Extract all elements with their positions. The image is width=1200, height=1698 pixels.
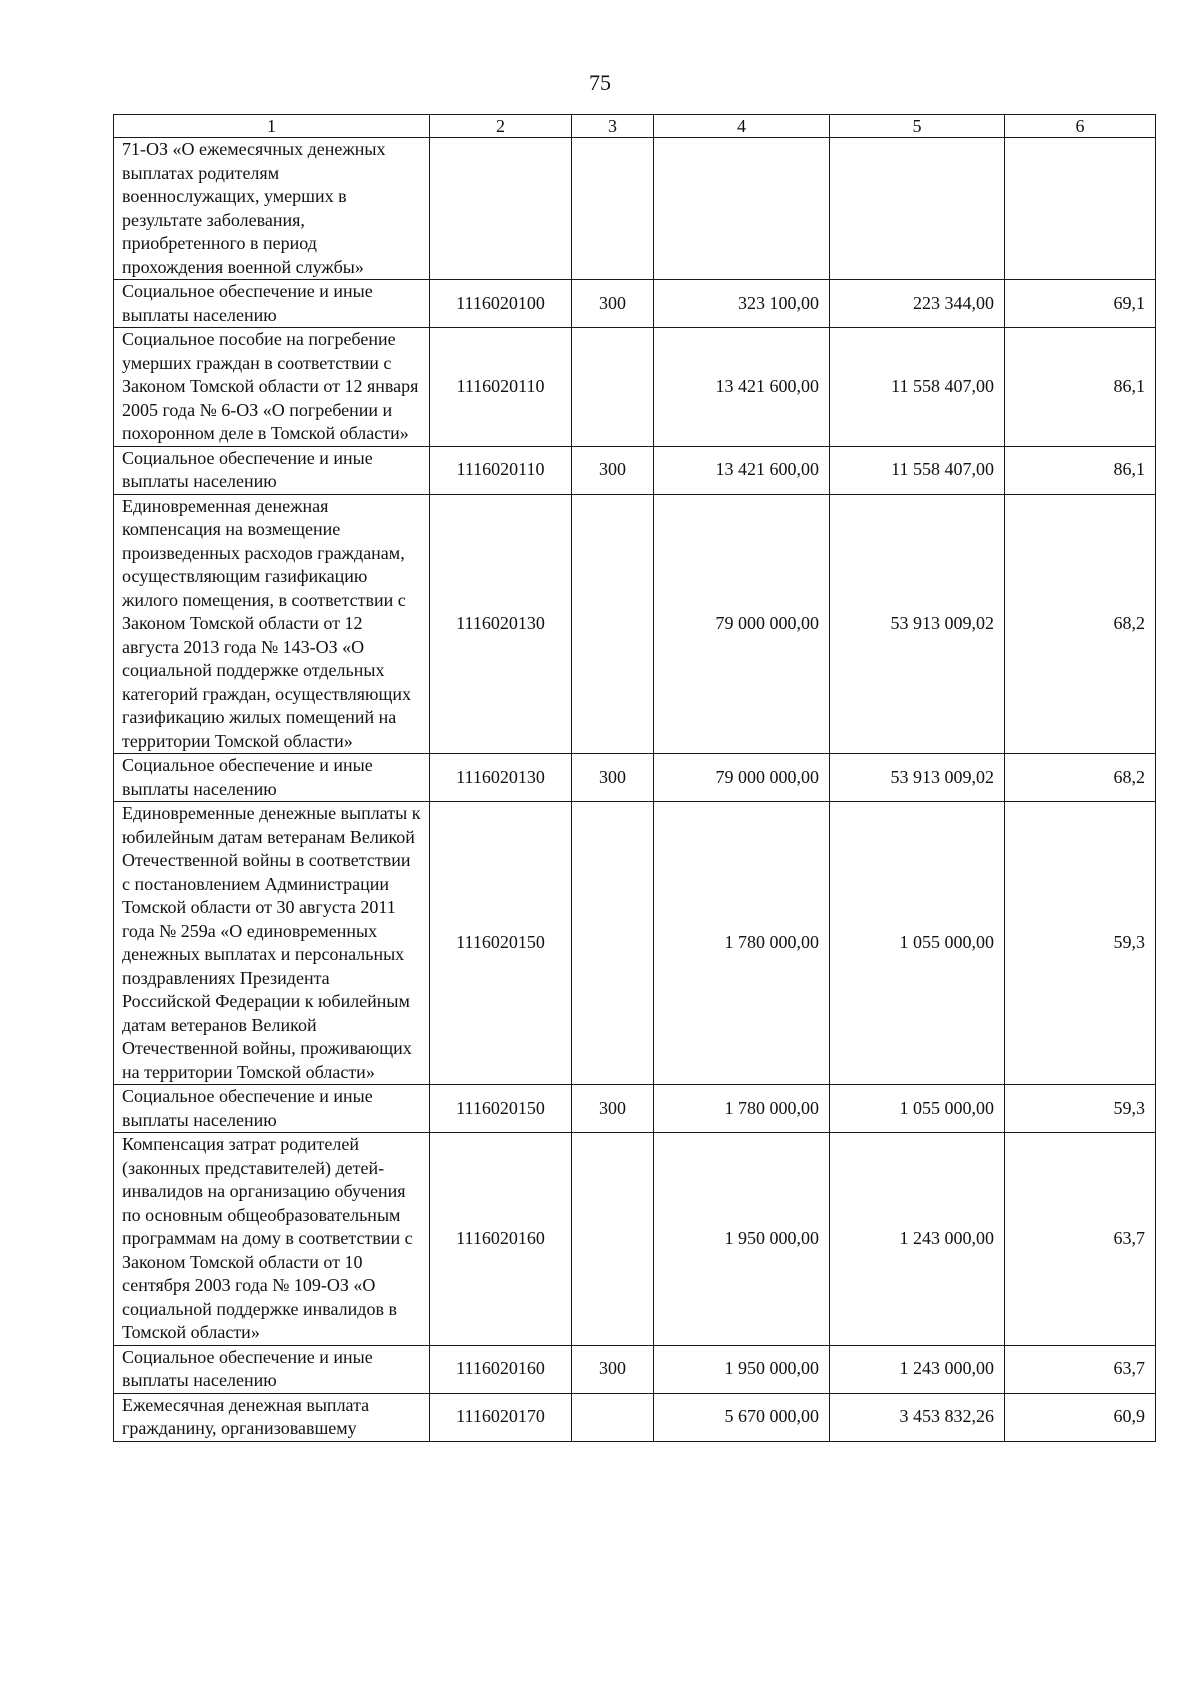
table-row (114, 754, 1156, 802)
header-cell-2: 2 (430, 115, 572, 138)
row-fact: 53 913 009,02 (830, 754, 1005, 802)
row-plan: 79 000 000,00 (654, 754, 830, 802)
table-row (114, 1345, 1156, 1393)
row-fact: 11 558 407,00 (830, 446, 1005, 494)
row-code: 1116020110 (430, 446, 572, 494)
row-percent: 60,9 (1005, 1393, 1156, 1441)
row-percent: 63,7 (1005, 1133, 1156, 1346)
row-code: 1116020100 (430, 280, 572, 328)
row-name: Ежемесячная денежная выплата гражданину, организовавшему (114, 1393, 430, 1441)
row-type (572, 328, 654, 447)
row-plan: 1 780 000,00 (654, 1085, 830, 1133)
row-type: 300 (572, 446, 654, 494)
row-type: 300 (572, 1085, 654, 1133)
row-code: 1116020160 (430, 1133, 572, 1346)
row-plan (654, 138, 830, 280)
header-cell-1: 1 (114, 115, 430, 138)
row-percent (1005, 138, 1156, 280)
row-plan: 5 670 000,00 (654, 1393, 830, 1441)
row-percent: 68,2 (1005, 754, 1156, 802)
table-row (114, 1085, 1156, 1133)
row-plan: 79 000 000,00 (654, 494, 830, 754)
row-type: 300 (572, 1345, 654, 1393)
row-code: 1116020170 (430, 1393, 572, 1441)
row-percent: 59,3 (1005, 802, 1156, 1085)
table-row (114, 138, 1156, 280)
row-plan: 1 950 000,00 (654, 1345, 830, 1393)
table-row (114, 494, 1156, 754)
row-percent: 86,1 (1005, 328, 1156, 447)
row-name: Единовременные денежные выплаты к юбилейным датам ветеранам Великой Отечественной войны в соответствии с постановлением Администрации Томской области от 30 августа 2011 года № 259а «О единовременных денежных выплатах и персональных поздравлениях Президента Российской Федерации к юбилейным датам ветеранов Великой Отечественной войны, проживающих на территории Томской области» (114, 802, 430, 1085)
row-type: 300 (572, 280, 654, 328)
row-fact: 1 055 000,00 (830, 1085, 1005, 1133)
table-row (114, 280, 1156, 328)
row-plan: 1 780 000,00 (654, 802, 830, 1085)
row-fact: 53 913 009,02 (830, 494, 1005, 754)
row-plan: 1 950 000,00 (654, 1133, 830, 1346)
header-cell-3: 3 (572, 115, 654, 138)
row-name: Единовременная денежная компенсация на возмещение произведенных расходов гражданам, осуществляющим газификацию жилого помещения, в соответствии с Законом Томской области от 12 августа 2013 года № 143-ОЗ «О социальной поддержке отдельных категорий граждан, осуществляющих газификацию жилых помещений на территории Томской области» (114, 494, 430, 754)
row-fact: 11 558 407,00 (830, 328, 1005, 447)
page-number: 75 (589, 70, 611, 95)
table-row (114, 1393, 1156, 1441)
row-type (572, 802, 654, 1085)
row-fact: 3 453 832,26 (830, 1393, 1005, 1441)
row-percent: 86,1 (1005, 446, 1156, 494)
row-name: Социальное обеспечение и иные выплаты населению (114, 754, 430, 802)
row-type (572, 1133, 654, 1346)
table-row (114, 328, 1156, 447)
row-fact: 1 055 000,00 (830, 802, 1005, 1085)
row-type (572, 138, 654, 280)
row-code (430, 138, 572, 280)
row-fact: 1 243 000,00 (830, 1345, 1005, 1393)
row-name: Социальное пособие на погребение умерших граждан в соответствии с Законом Томской области от 12 января 2005 года № 6-ОЗ «О погребении и похоронном деле в Томской области» (114, 328, 430, 447)
header-row (114, 115, 1156, 138)
row-name: Социальное обеспечение и иные выплаты населению (114, 280, 430, 328)
row-fact: 1 243 000,00 (830, 1133, 1005, 1346)
row-percent: 68,2 (1005, 494, 1156, 754)
table-row (114, 446, 1156, 494)
row-name: Социальное обеспечение и иные выплаты населению (114, 446, 430, 494)
row-type: 300 (572, 754, 654, 802)
header-cell-5: 5 (830, 115, 1005, 138)
row-name: Социальное обеспечение и иные выплаты населению (114, 1085, 430, 1133)
header-cell-6: 6 (1005, 115, 1156, 138)
row-code: 1116020150 (430, 802, 572, 1085)
header-cell-4: 4 (654, 115, 830, 138)
row-name: Компенсация затрат родителей (законных представителей) детей-инвалидов на организацию обучения по основным общеобразовательным программам на дому в соответствии с Законом Томской области от 10 сентября 2003 года № 109-ОЗ «О социальной поддержке инвалидов в Томской области» (114, 1133, 430, 1346)
row-fact: 223 344,00 (830, 280, 1005, 328)
row-code: 1116020150 (430, 1085, 572, 1133)
row-code: 1116020110 (430, 328, 572, 447)
row-fact (830, 138, 1005, 280)
table-row (114, 1133, 1156, 1346)
table-row (114, 802, 1156, 1085)
row-plan: 13 421 600,00 (654, 446, 830, 494)
row-code: 1116020130 (430, 494, 572, 754)
row-code: 1116020160 (430, 1345, 572, 1393)
row-code: 1116020130 (430, 754, 572, 802)
row-plan: 13 421 600,00 (654, 328, 830, 447)
row-name: Социальное обеспечение и иные выплаты населению (114, 1345, 430, 1393)
row-name: 71-ОЗ «О ежемесячных денежных выплатах родителям военнослужащих, умерших в результате заболевания, приобретенного в период прохождения военной службы» (114, 138, 430, 280)
row-type (572, 1393, 654, 1441)
row-type (572, 494, 654, 754)
budget-table (113, 114, 1156, 1442)
row-percent: 59,3 (1005, 1085, 1156, 1133)
row-percent: 69,1 (1005, 280, 1156, 328)
row-percent: 63,7 (1005, 1345, 1156, 1393)
row-plan: 323 100,00 (654, 280, 830, 328)
